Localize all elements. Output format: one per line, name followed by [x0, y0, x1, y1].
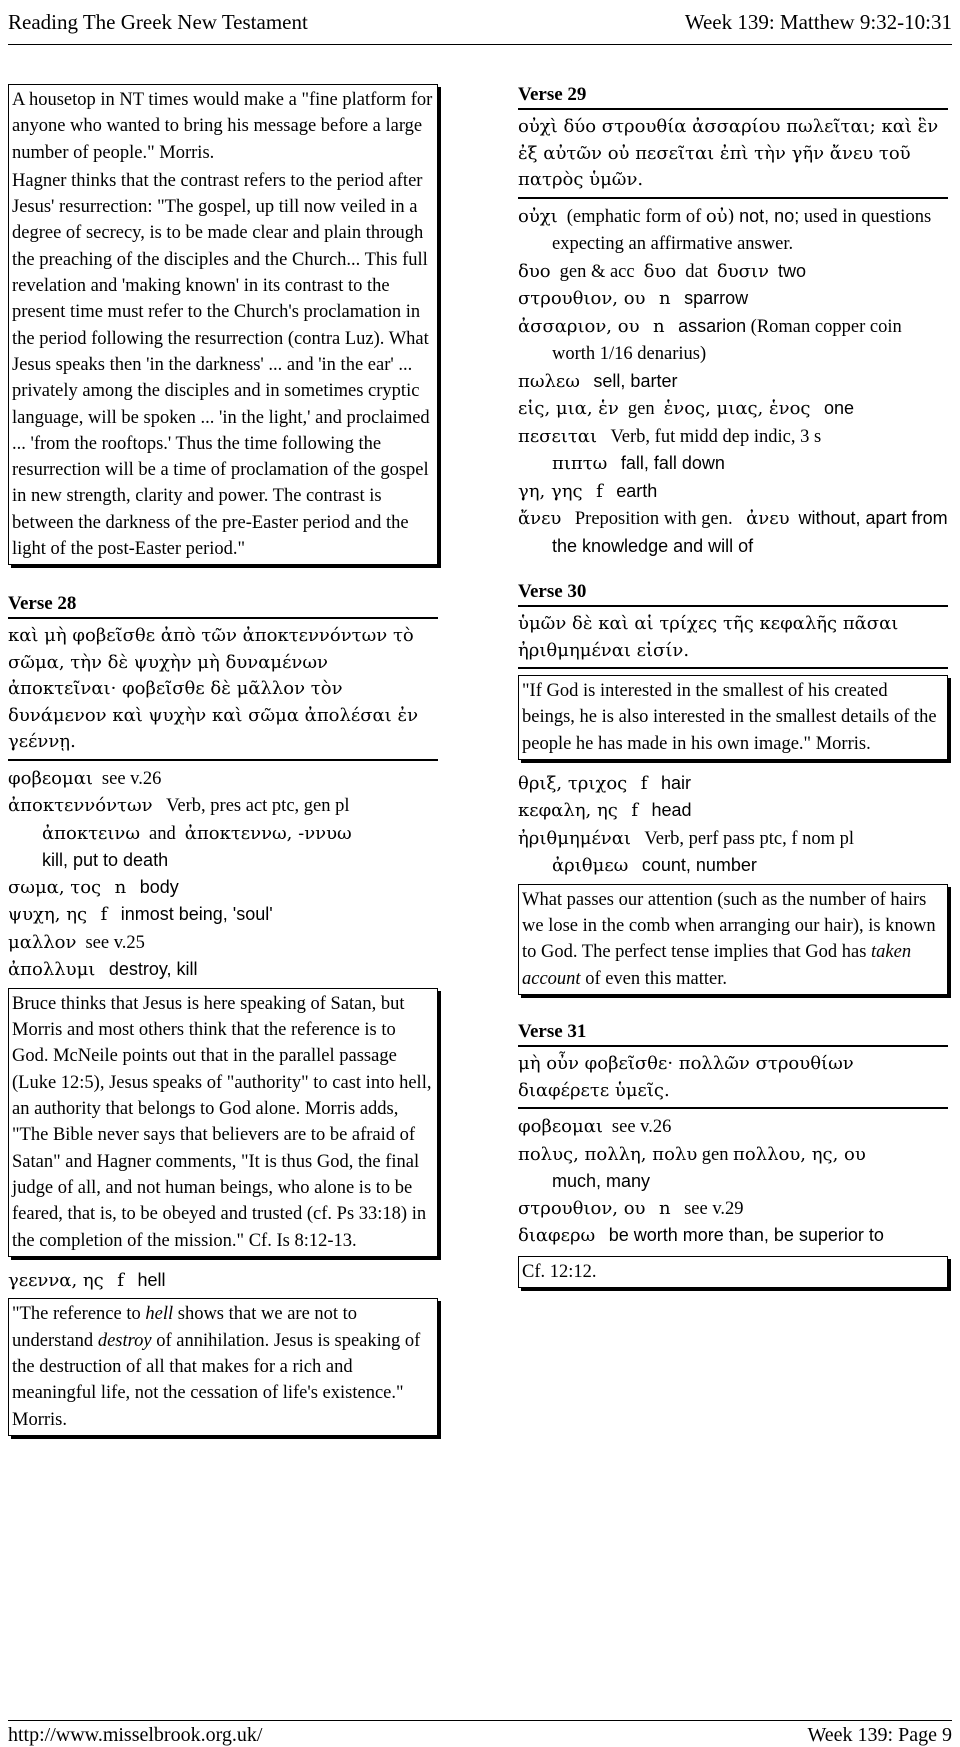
- note-box-smallest: "If God is interested in the smallest of his created beings, he is also interested in the smallest details of the people he has made in his own image." Morris.: [518, 675, 948, 760]
- verse-29-heading: Verse 29: [518, 84, 948, 110]
- page-footer: [8, 1720, 952, 1747]
- gloss-ge: γη, γης f earth: [518, 480, 658, 502]
- gloss-geenna: γεεννα, ης f hell: [8, 1269, 166, 1291]
- gloss-poleo: πωλεω sell, barter: [518, 370, 678, 392]
- verse-31-text: μὴ οὖν φοβεῖσθε· πολλῶν στρουθίων διαφέρετε ὑμεῖς.: [518, 1051, 948, 1109]
- gloss-soma: σωμα, τος n body: [8, 876, 179, 898]
- gloss-phobeomai-31: φοβεομαι see v.26: [518, 1116, 672, 1138]
- verse-28-heading: Verse 28: [8, 593, 438, 619]
- gloss-peseitai: πεσειται Verb, fut midd dep indic, 3 s πιπτω fall, fall down: [518, 425, 822, 474]
- verse-30-text: ὑμῶν δὲ καὶ αἱ τρίχες τῆς κεφαλῆς πᾶσαι ἠριθμημέναι εἰσίν.: [518, 611, 948, 669]
- gloss-heis: εἱς, μια, ἑν gen ἑνος, μιας, ἑνος one: [518, 398, 855, 419]
- footer-page: Week 139: Page 9: [807, 1724, 952, 1746]
- gloss-apollymi: ἀπολλυμι destroy, kill: [8, 959, 198, 981]
- gloss-erithmemenai: ἠριθμημέναι Verb, perf pass ptc, f nom pl ἀριθμεω count, number: [518, 827, 855, 877]
- gloss-kephale: κεφαλη, ης f head: [518, 800, 692, 822]
- gloss-mallon: μαλλον see v.25: [8, 931, 145, 953]
- gloss-strouthion-31: στρουθιον, ου n see v.29: [518, 1197, 744, 1219]
- gloss-polus: πολυς, πολλη, πολυ gen πολλου, ης, ου much, many: [518, 1143, 866, 1192]
- gloss-strouthion: στρουθιον, ου n sparrow: [518, 288, 749, 309]
- note-housetop: A housetop in NT times would make a "fine platform for anyone who wanted to bring his message before a large number of people." Morris.: [12, 90, 433, 163]
- verse-31-heading: Verse 31: [518, 1021, 948, 1047]
- verse-28-text: καὶ μὴ φοβεῖσθε ἀπὸ τῶν ἀποκτεννόντων τὸ σῶμα, τὴν δὲ ψυχὴν μὴ δυναμένων ἀποκτεῖναι· φοβεῖσθε δὲ μᾶλλον τὸν δυνάμενον καὶ ψυχὴν καὶ σῶμα ἀπολέσαι ἐν γεέννῃ.: [8, 623, 438, 761]
- header-week: Week 139: Matthew 9:32-10:31: [684, 9, 952, 34]
- page-header: [8, 0, 952, 45]
- footer-url[interactable]: http://www.misselbrook.org.uk/: [8, 1724, 263, 1746]
- right-column: [518, 84, 948, 1298]
- gloss-diaphero: διαφερω be worth more than, be superior to: [518, 1225, 884, 1247]
- gloss-phobeomai: φοβεομαι see v.26: [8, 767, 162, 789]
- verse-29-text: οὐχὶ δύο στρουθία ἀσσαρίου πωλεῖται; καὶ ἓν ἐξ αὐτῶν οὐ πεσεῖται ἐπὶ τὴν γῆν ἄνευ τοῦ πατρὸς ὑμῶν.: [518, 114, 948, 199]
- gloss-thrix: θριξ, τριχος f hair: [518, 772, 691, 794]
- gloss-apoktennonton: ἀποκτεννόντων Verb, pres act ptc, gen pl ἀποκτεινω and ἀποκτεννω, -ννυω kill, put to death: [8, 795, 352, 871]
- header-title: Reading The Greek New Testament: [8, 9, 308, 34]
- gloss-ouchi: οὐχι (emphatic form of οὐ) not, no; used in questions expecting an affirmative answer.: [518, 205, 932, 254]
- verse-30-heading: Verse 30: [518, 581, 948, 607]
- gloss-aneu: ἄνευ Preposition with gen. ἀνευ without, apart from the knowledge and will of: [518, 508, 948, 556]
- note-box-bruce: Bruce thinks that Jesus is here speaking of Satan, but Morris and most others think that the reference is to God. McNeile points out that in the parallel passage (Luke 12:5), Jesus speaks of "authority" to cast into hell, an authority that belongs to God alone. Morris adds, "The Bible never says that believers are to be afraid of Satan" and Hagner comments, "It is thus God, the final judge of all, and not human beings, who alone is to be feared, that is, to be obeyed and trusted (cf. Ps 33:18) in the completion of the mission." Cf. Is 8:12-13.: [8, 988, 438, 1257]
- gloss-psyche: ψυχη, ης f inmost being, 'soul': [8, 904, 273, 926]
- gloss-assarion: ἀσσαριον, ου n assarion (Roman copper coin worth 1/16 denarius): [518, 315, 902, 364]
- left-column: [8, 84, 438, 1446]
- note-box-hell: "The reference to hell shows that we are not to understand destroy of annihilation. Jesus is speaking of the destruction of all that makes for a rich and meaningful life, not the cessation of life's existence." Morris.: [8, 1298, 438, 1435]
- note-box-cf: Cf. 12:12.: [518, 1256, 948, 1288]
- note-box-housetop: [8, 84, 438, 565]
- note-box-hairs: What passes our attention (such as the number of hairs we lose in the comb when arranging our hair), is known to God. The perfect tense implies that God has taken account of even this matter.: [518, 884, 948, 995]
- gloss-duo: δυο gen & acc δυο dat δυσιν two: [518, 260, 806, 282]
- note-hagner: Hagner thinks that the contrast refers to the period after Jesus' resurrection: "The gospel, up till now veiled in a degree of secrecy, is to be made clear and plain through the preaching of the disciples and the Church... This full revelation and 'making known' in its contrast to the present time must refer to the Church's proclamation in the period following the resurrection (contra Luz). What Jesus speaks then 'in the darkness' ... and 'in the ear' ... privately among the disciples and in sometimes cryptic language, will be spoken ... 'in the light,' and proclaimed ... 'from the rooftops.' Thus the time following the resurrection will be a time of proclamation of the gospel in new strength, clarity and power. The contrast is between the darkness of the pre-Easter period and the light of the post-Easter period.": [12, 170, 430, 560]
